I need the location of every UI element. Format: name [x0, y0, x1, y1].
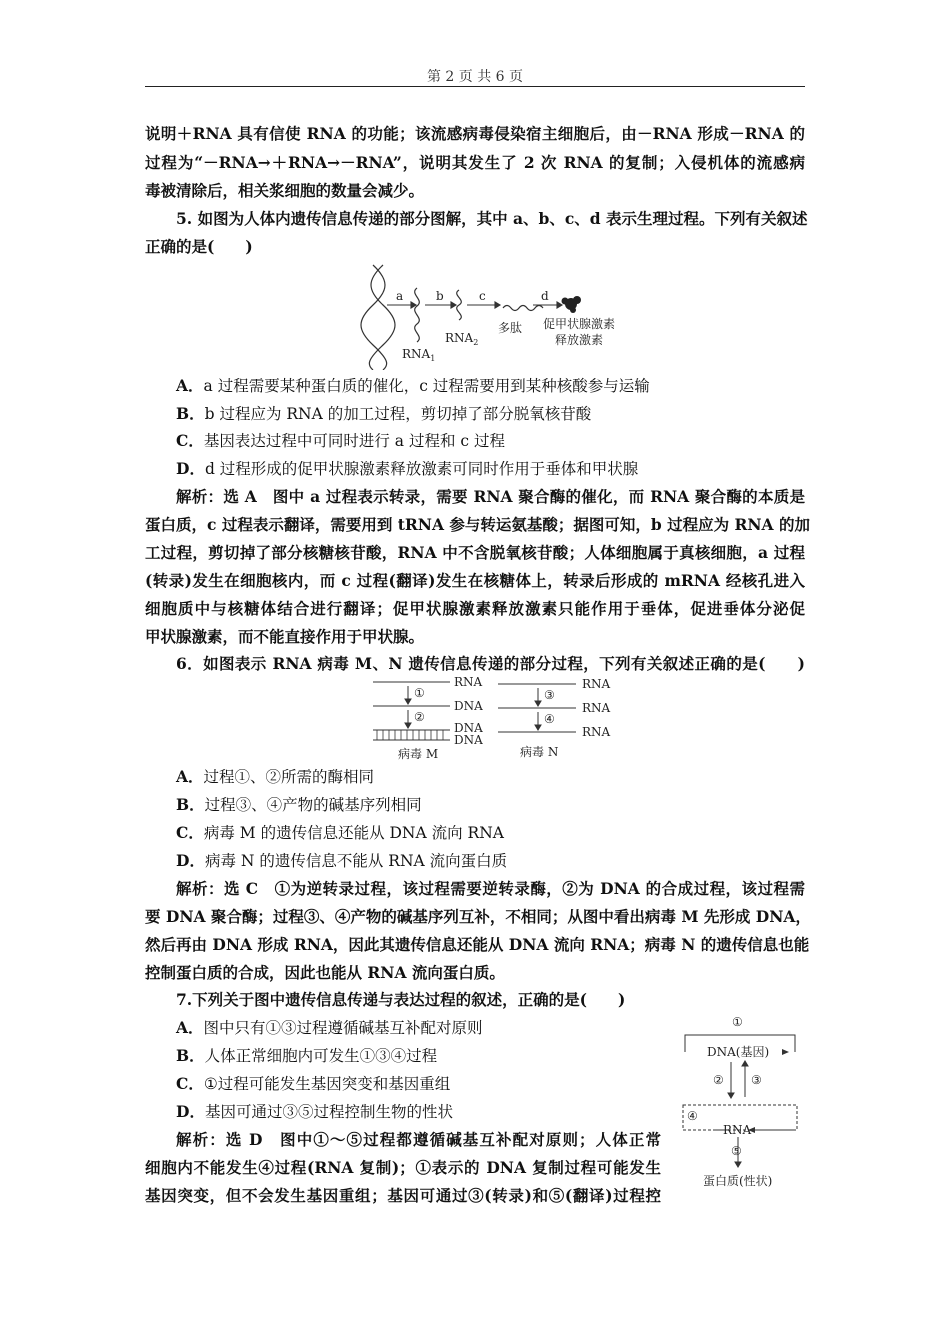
q7-step3-label: ③	[751, 1073, 762, 1087]
q7-option-a: A．图中只有①③过程遵循碱基互补配对原则	[176, 1018, 483, 1037]
label-rna1: $RNA_1$	[402, 347, 436, 363]
n-step3-label: ③	[544, 688, 555, 702]
q5-option-d: D．d 过程形成的促甲状腺激素释放激素可同时作用于垂体和甲状腺	[176, 459, 639, 478]
header-rule	[145, 86, 805, 87]
q7-dna-gene-label: DNA(基因)	[707, 1045, 770, 1059]
q6-figure	[368, 672, 618, 762]
q6-option-b: B．过程③、④产物的碱基序列相同	[176, 795, 422, 814]
q5-option-a: A．a 过程需要某种蛋白质的催化，c 过程需要用到某种核酸参与运输	[176, 376, 650, 395]
q5-figure	[355, 260, 645, 370]
rna2-strand	[457, 290, 462, 320]
q7-step1-label: ①	[732, 1015, 743, 1029]
label-c: c	[479, 289, 486, 303]
q7-option-b: B．人体正常细胞内可发生①③④过程	[176, 1046, 438, 1065]
peptide-chain	[503, 306, 543, 311]
q5-analysis: 细胞质中与核糖体结合进行翻译；促甲状腺激素释放激素只能作用于垂体，促进垂体分泌促	[145, 599, 805, 618]
m-step1-label: ①	[414, 686, 425, 700]
q7-step2-label: ②	[713, 1073, 724, 1087]
rna1-strand	[415, 288, 420, 342]
q5-option-c: C．基因表达过程中可同时进行 a 过程和 c 过程	[176, 431, 505, 450]
virus-m-label: 病毒 M	[398, 747, 439, 761]
q5-analysis: 蛋白质，c 过程表示翻译，需要用到 tRNA 参与转运氨基酸；据图可知，b 过程应为 RNA 的加	[145, 515, 810, 534]
intro-line: 说明＋RNA 具有信使 RNA 的功能；该流感病毒侵染宿主细胞后，由－RNA 形成－RNA 的	[145, 124, 805, 143]
q5-option-b: B．b 过程应为 RNA 的加工过程，剪切掉了部分脱氧核苷酸	[176, 404, 592, 423]
n-rna-label: RNA	[582, 725, 611, 739]
q7-figure	[675, 1010, 810, 1200]
m-rna-label: RNA	[454, 675, 483, 689]
n-step4-label: ④	[544, 712, 555, 726]
q7-analysis: 基因突变，但不会发生基因重组；基因可通过③(转录)和⑤(翻译)过程控	[145, 1186, 661, 1205]
base-pair-ticks	[377, 730, 443, 740]
q6-analysis: 控制蛋白质的合成，因此也能从 RNA 流向蛋白质。	[145, 963, 505, 982]
page-header: 第 2 页 共 6 页	[426, 69, 524, 85]
label-rna2: $RNA_2$	[445, 331, 479, 347]
label-d: d	[541, 289, 549, 303]
q6-option-d: D．病毒 N 的遗传信息不能从 RNA 流向蛋白质	[176, 851, 508, 870]
n-rna-label: RNA	[582, 677, 611, 691]
q5-stem: 正确的是( )	[145, 237, 253, 256]
q6-stem: 6．如图表示 RNA 病毒 M、N 遗传信息传递的部分过程，下列有关叙述正确的是( )	[176, 654, 805, 673]
m-dna-label: DNA	[454, 699, 483, 713]
m-dna-label: DNA	[454, 733, 483, 747]
label-hormone: 释放激素	[555, 333, 604, 347]
m-dna-label: DNA	[454, 721, 483, 735]
q5-analysis: 解析：选 A 图中 a 过程表示转录，需要 RNA 聚合酶的催化，而 RNA 聚合酶的本质是	[176, 487, 805, 506]
q7-rna-label: RNA	[723, 1123, 752, 1137]
q7-stem: 7.下列关于图中遗传信息传递与表达过程的叙述，正确的是( )	[176, 990, 626, 1009]
q7-step4-label: ④	[687, 1109, 698, 1123]
q6-analysis: 解析：选 C ①为逆转录过程，该过程需要逆转录酶，②为 DNA 的合成过程，该过程需	[176, 879, 805, 898]
virus-n-label: 病毒 N	[520, 745, 559, 759]
q7-option-d: D．基因可通过③⑤过程控制生物的性状	[176, 1102, 453, 1121]
q7-analysis: 解析：选 D 图中①～⑤过程都遵循碱基互补配对原则；人体正常	[176, 1130, 661, 1149]
q5-stem: 5. 如图为人体内遗传信息传递的部分图解，其中 a、b、c、d 表示生理过程。下列有关叙述	[176, 209, 808, 228]
q7-protein-label: 蛋白质(性状)	[703, 1174, 773, 1188]
q5-analysis: 甲状腺激素，而不能直接作用于甲状腺。	[145, 627, 425, 646]
q7-analysis: 细胞内不能发生④过程(RNA 复制)；①表示的 DNA 复制过程可能发生	[145, 1158, 661, 1177]
hormone-icon	[562, 296, 582, 313]
intro-line: 过程为“－RNA→＋RNA→－RNA”，说明其发生了 2 次 RNA 的复制；入侵机体的流感病	[145, 153, 805, 172]
q7-option-c: C．①过程可能发生基因突变和基因重组	[176, 1074, 451, 1093]
n-rna-label: RNA	[582, 701, 611, 715]
q5-analysis: 工过程，剪切掉了部分核糖核苷酸，RNA 中不含脱氧核苷酸；人体细胞属于真核细胞，a 过程	[145, 543, 805, 562]
q5-analysis: (转录)发生在细胞核内，而 c 过程(翻译)发生在核糖体上，转录后形成的 mRNA 经核孔进入	[145, 571, 805, 590]
label-hormone: 促甲状腺激素	[543, 317, 616, 331]
intro-line: 毒被清除后，相关浆细胞的数量会减少。	[145, 181, 425, 200]
q6-option-a: A．过程①、②所需的酶相同	[176, 767, 375, 786]
q6-analysis: 然后再由 DNA 形成 RNA，因此其遗传信息还能从 DNA 流向 RNA；病毒 N 的遗传信息也能	[145, 935, 810, 954]
label-peptide: 多肽	[498, 321, 523, 335]
m-step2-label: ②	[414, 710, 425, 724]
dna-double-helix	[361, 265, 395, 370]
q7-step5-label: ⑤	[731, 1144, 742, 1158]
q6-option-c: C．病毒 M 的遗传信息还能从 DNA 流向 RNA	[176, 823, 504, 842]
label-b: b	[436, 289, 444, 303]
label-a: a	[396, 289, 404, 303]
q6-analysis: 要 DNA 聚合酶；过程③、④产物的碱基序列互补，不相同；从图中看出病毒 M 先形成 DNA，	[145, 907, 811, 926]
